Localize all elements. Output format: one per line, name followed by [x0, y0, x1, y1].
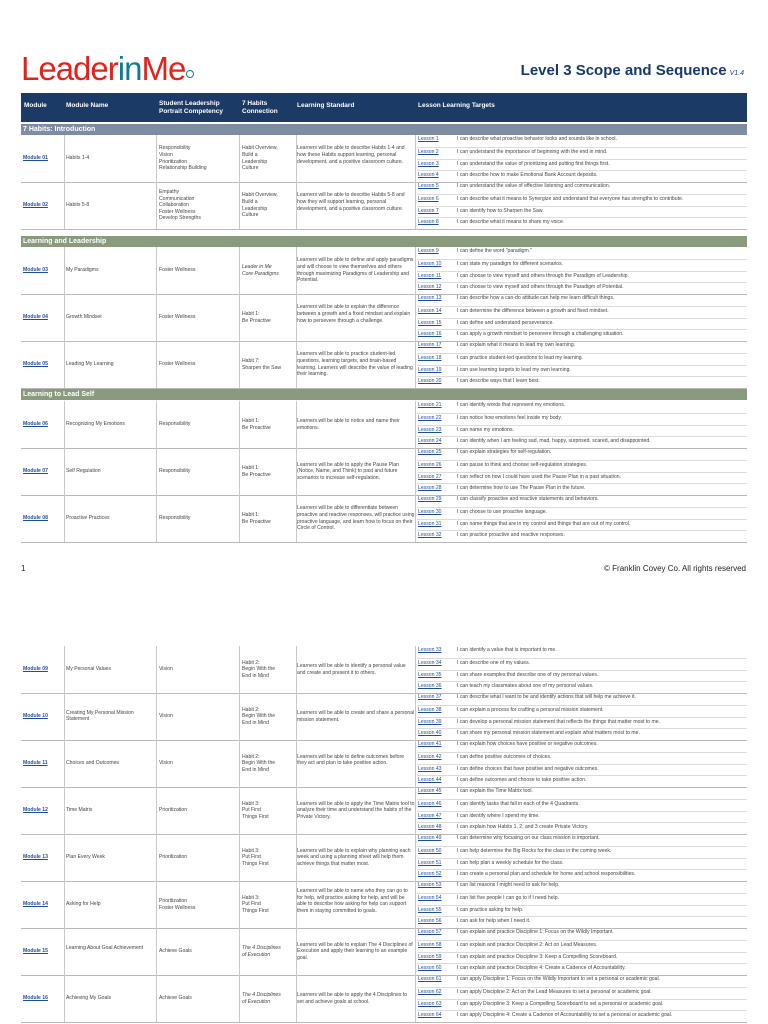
module-link[interactable]: Module 11	[23, 759, 48, 766]
column-standard: Learning Standard	[297, 102, 355, 109]
lesson-link[interactable]: Lesson 28	[418, 485, 442, 492]
lesson-target: I can determine why focusing on our class mission is important.	[457, 835, 600, 841]
module-row	[21, 928, 747, 976]
lesson-target: I can apply Discipline 4: Create a Cadence of Accountability to set a personal or academic goal.	[457, 1012, 673, 1019]
lesson-link[interactable]: Lesson 31	[418, 520, 442, 527]
lesson-target: I can explain and practice Discipline 1: Focus on the Wildly Important.	[457, 929, 614, 935]
module-link[interactable]: Module 01	[23, 154, 48, 161]
lesson-target: I can choose to view myself and others through the Paradigm of Leadership.	[457, 272, 629, 279]
lesson-link[interactable]: Lesson 38	[418, 706, 442, 713]
lesson-link[interactable]: Lesson 50	[418, 847, 442, 854]
lesson-item	[417, 530, 747, 543]
module-row	[21, 247, 747, 295]
lesson-target: I can describe what it means to share my voice.	[457, 219, 565, 226]
lesson-link[interactable]: Lesson 13	[418, 295, 442, 301]
module-link[interactable]: Module 14	[23, 900, 48, 907]
learning-standard: Learners will be able to explain why planning each week and using a planning sheet will help them achieve things that matter most.	[297, 847, 411, 867]
lesson-target: I can share examples that describe one of my personal values.	[457, 671, 599, 678]
lesson-link[interactable]: Lesson 10	[418, 260, 442, 267]
module-link[interactable]: Module 06	[23, 420, 48, 427]
module-link[interactable]: Module 08	[23, 514, 48, 521]
habit-connection: Habit 1: Be Proactive	[242, 310, 271, 324]
learning-standard: Learners will be able to explain the difference between a growth and a fixed mindset and explain how to persevere through a challenge.	[297, 304, 411, 324]
lesson-link[interactable]: Lesson 64	[418, 1012, 442, 1019]
lesson-link[interactable]: Lesson 49	[418, 835, 442, 841]
lesson-target: I can define positive outcomes of choices.	[457, 753, 552, 760]
lesson-link[interactable]: Lesson 1	[418, 136, 439, 142]
lesson-target: I can describe what proactive behavior looks and sounds like in school.	[457, 136, 617, 142]
lesson-item	[417, 646, 747, 658]
page-number: 1	[21, 564, 26, 573]
module-name: Leading My Learning	[66, 360, 114, 367]
lesson-target: I can teach my classmates about one of my personal values.	[457, 683, 594, 690]
lesson-link[interactable]: Lesson 26	[418, 461, 442, 468]
lesson-link[interactable]: Lesson 63	[418, 1000, 442, 1007]
lesson-link[interactable]: Lesson 14	[418, 307, 442, 314]
learning-standard: Learners will be able to differentiate between proactive and reactive responses, will practice using proactive language, and learn how to focus on their Circle of Control.	[297, 505, 415, 532]
lesson-link[interactable]: Lesson 45	[418, 788, 442, 794]
habit-connection: The 4 Disciplines of Execution	[242, 991, 281, 1005]
lesson-target: I can practice asking for help.	[457, 906, 524, 913]
lesson-item	[417, 217, 747, 230]
module-row	[21, 448, 747, 496]
lesson-link[interactable]: Lesson 29	[418, 496, 442, 502]
lesson-link[interactable]: Lesson 43	[418, 765, 442, 772]
lesson-link[interactable]: Lesson 25	[418, 449, 442, 455]
habit-connection: Habit 3: Put First Things First	[242, 800, 269, 820]
lesson-link[interactable]: Lesson 51	[418, 859, 442, 866]
lesson-link[interactable]: Lesson 30	[418, 508, 442, 515]
lesson-target: I can determine the difference between a growth and fixed mindset.	[457, 307, 609, 314]
habit-connection: Habit 3: Put First Things First	[242, 847, 269, 867]
competency: Achieve Goals	[159, 948, 192, 955]
lesson-link[interactable]: Lesson 53	[418, 882, 442, 888]
lesson-link[interactable]: Lesson 48	[418, 824, 442, 831]
lesson-item	[417, 448, 747, 460]
module-link[interactable]: Module 09	[23, 665, 48, 672]
leader-in-me-logo: LeaderinMe	[21, 50, 194, 88]
lesson-item	[417, 341, 747, 353]
lesson-link[interactable]: Lesson 58	[418, 941, 442, 948]
module-name: Habits 5-8	[66, 201, 90, 208]
lesson-target: I can explain and practice Discipline 2: Act on Lead Measures.	[457, 941, 598, 948]
lesson-target: I can create a personal plan and schedule for home and school responsibilities.	[457, 871, 636, 878]
lesson-link[interactable]: Lesson 42	[418, 753, 442, 760]
section-habits-introduction: 7 Habits: Introduction	[21, 124, 747, 135]
module-link[interactable]: Module 15	[23, 947, 48, 954]
lesson-item	[417, 376, 747, 389]
lesson-target: I can explain the Time Matrix tool.	[457, 788, 533, 794]
lesson-target: I can help plan a weekly schedule for the class.	[457, 859, 564, 866]
lesson-target: I can explain and practice Discipline 4: Create a Cadence of Accountability.	[457, 965, 626, 972]
lesson-target: I can describe one of my values.	[457, 659, 531, 666]
learning-standard: Learners will be able to explain The 4 Disciplines of Execution and apply their learning to an example goal.	[297, 941, 413, 961]
lesson-link[interactable]: Lesson 7	[418, 207, 439, 214]
lesson-link[interactable]: Lesson 16	[418, 331, 442, 338]
competency: Responsibility	[159, 515, 191, 522]
lesson-target: I can understand the value of effective listening and communication.	[457, 183, 611, 189]
lesson-link[interactable]: Lesson 21	[418, 402, 442, 408]
lesson-target: I can name things that are in my control and things that are out of my control.	[457, 520, 631, 527]
learning-standard: Learners will be able to notice and name their emotions.	[297, 417, 400, 431]
lesson-target: I can describe how a can-do attitude can help me learn difficult things.	[457, 295, 615, 301]
competency: Responsibility	[159, 421, 191, 428]
module-row	[21, 135, 747, 183]
competency: Prioritization	[159, 854, 188, 861]
section-learning-to-lead-self: Learning to Lead Self	[21, 389, 747, 400]
habit-connection: Habit Overview, Build a Leadership Culture	[242, 145, 278, 172]
lesson-link[interactable]: Lesson 59	[418, 953, 442, 960]
lesson-link[interactable]: Lesson 54	[418, 894, 442, 901]
learning-standard: Learners will be able to define outcomes before they act and plan to take positive action.	[297, 753, 405, 767]
lesson-target: I can explain what it means to lead my own learning.	[457, 342, 576, 348]
learning-standard: Learners will be able to name who they can go to for help, will practice asking for help, and will be able to describe how asking for help can support them in staying committed to goals.	[297, 888, 408, 914]
lesson-link[interactable]: Lesson 18	[418, 354, 442, 361]
module-link[interactable]: Module 12	[23, 806, 48, 813]
lesson-target: I can understand the value of prioritizing and putting first things first.	[457, 160, 610, 167]
lesson-link[interactable]: Lesson 55	[418, 906, 442, 913]
lesson-target: I can describe what it means to Synergize and understand that everyone has strengths to contribute.	[457, 195, 684, 202]
competency: Prioritization Foster Wellness	[159, 897, 196, 911]
module-row	[21, 975, 747, 1023]
lesson-item	[417, 881, 747, 893]
lesson-link[interactable]: Lesson 46	[418, 800, 442, 807]
lesson-link[interactable]: Lesson 9	[418, 248, 439, 254]
habit-connection: Habit Overview, Build a Leadership Culture	[242, 192, 278, 219]
lesson-target: I can reflect on how I could have used the Pause Plan in a past situation.	[457, 473, 621, 480]
lesson-target: I can list reasons I might need to ask for help.	[457, 882, 560, 888]
lesson-item	[417, 834, 747, 846]
lesson-link[interactable]: Lesson 2	[418, 148, 439, 155]
module-row	[21, 495, 747, 543]
lesson-target: I can define the word "paradigm."	[457, 248, 532, 254]
lesson-target: I can apply Discipline 3: Keep a Compelling Scoreboard to set a personal or academic goal.	[457, 1000, 664, 1007]
lesson-link[interactable]: Lesson 41	[418, 741, 442, 747]
module-name: Time Matrix	[66, 806, 93, 813]
module-row	[21, 341, 747, 389]
module-name: Creating My Personal Mission Statement	[66, 709, 134, 723]
module-row	[21, 787, 747, 835]
module-name: Learning About Goal Achievement	[66, 944, 144, 951]
lesson-link[interactable]: Lesson 22	[418, 414, 442, 421]
lesson-target: I can explain how Habits 1, 2, and 3 create Private Victory.	[457, 824, 589, 831]
module-name: Plan Every Week	[66, 853, 105, 860]
lesson-link[interactable]: Lesson 62	[418, 988, 442, 995]
lesson-target: I can explain and practice Discipline 3: Keep a Compelling Scoreboard.	[457, 953, 618, 960]
lesson-target: I can share my personal mission statement and explain what matters most to me.	[457, 730, 640, 737]
competency: Achieve Goals	[159, 995, 192, 1002]
lesson-target: I can determine how to use The Pause Plan in the future.	[457, 485, 586, 492]
module-row	[21, 294, 747, 342]
learning-standard: Learners will be able to practice student-led questions, learning targets, and brain-based learning. Learners will describe the value of leading their learning.	[297, 351, 413, 378]
lesson-target: I can name my emotions.	[457, 426, 514, 433]
module-table	[21, 135, 747, 234]
lesson-link[interactable]: Lesson 23	[418, 426, 442, 433]
module-link[interactable]: Module 16	[23, 994, 48, 1001]
lesson-item	[417, 693, 747, 705]
lesson-target: I can apply Discipline 1: Focus on the Wildly Important to set a personal or academic goal.	[457, 976, 661, 982]
document-title: Level 3 Scope and Sequence V1.4	[520, 62, 744, 79]
module-name: My Paradigms	[66, 266, 99, 273]
lesson-link[interactable]: Lesson 11	[418, 272, 442, 279]
lesson-target: I can identify words that represent my emotions.	[457, 402, 566, 408]
competency: Empathy Communication Collaboration Foster Wellness Develop Strengths	[159, 189, 201, 222]
lesson-item	[417, 787, 747, 799]
lesson-target: I can list five people I can go to if I need help.	[457, 894, 559, 901]
lesson-link[interactable]: Lesson 4	[418, 172, 439, 179]
module-row	[21, 401, 747, 449]
lesson-item	[417, 182, 747, 194]
module-table	[21, 646, 747, 1024]
module-name: Asking for Help	[66, 900, 101, 907]
habit-connection: Habit 3: Put First Things First	[242, 894, 269, 914]
module-name: Achieving My Goals	[66, 994, 112, 1001]
competency: Foster Wellness	[159, 314, 196, 321]
lesson-link[interactable]: Lesson 36	[418, 683, 442, 690]
module-name: My Personal Values	[66, 665, 111, 672]
lesson-item	[417, 401, 747, 413]
habit-connection: The 4 Disciplines of Execution	[242, 944, 281, 958]
section-learning-and-leadership: Learning and Leadership	[21, 236, 747, 247]
lesson-item	[417, 247, 747, 259]
learning-standard: Learners will be able to identify a personal value and create and present it to others.	[297, 662, 406, 676]
lesson-target: I can use learning targets to lead my own learning.	[457, 366, 571, 373]
learning-standard: Learners will be able to apply the Time Matrix tool to analyze their time and understand the habits of the Private Victory.	[297, 800, 415, 820]
column-module: Module	[24, 102, 47, 109]
lesson-link[interactable]: Lesson 19	[418, 366, 442, 373]
lesson-item	[417, 928, 747, 940]
lesson-target: I can describe how to make Emotional Bank Account deposits.	[457, 172, 598, 179]
lesson-target: I can define outcomes and choose to take positive action.	[457, 777, 587, 784]
habit-connection: Habit 1: Be Proactive	[242, 511, 271, 525]
lesson-target: I can understand the importance of beginning with the end in mind.	[457, 148, 608, 155]
column-module-name: Module Name	[66, 102, 109, 109]
module-link[interactable]: Module 13	[23, 853, 48, 860]
module-name: Self Regulation	[66, 467, 101, 474]
lesson-link[interactable]: Lesson 27	[418, 473, 442, 480]
table-header	[21, 93, 747, 122]
lesson-link[interactable]: Lesson 60	[418, 965, 442, 972]
lesson-link[interactable]: Lesson 15	[418, 319, 442, 326]
lesson-item	[417, 294, 747, 306]
lesson-target: I can explain a process for crafting a personal mission statement.	[457, 706, 604, 713]
lesson-target: I can notice how emotions feel inside my body.	[457, 414, 562, 421]
lesson-link[interactable]: Lesson 6	[418, 195, 439, 202]
lesson-target: I can identify a value that is important to me.	[457, 647, 557, 653]
habit-connection: Habit 1: Be Proactive	[242, 464, 271, 478]
lesson-target: I can identify tasks that fall in each of the 4 Quadrants.	[457, 800, 580, 807]
module-name: Proactive Practices	[66, 514, 110, 521]
lesson-target: I can practice proactive and reactive responses.	[457, 532, 565, 539]
learning-standard: Learners will be able to define and apply paradigms and will choose to view themselves and others through maximizing Paradigms of Leadership and Potential.	[297, 257, 414, 284]
lesson-item	[417, 740, 747, 752]
lesson-link[interactable]: Lesson 12	[418, 284, 442, 291]
module-name: Habits 1-4	[66, 154, 90, 161]
module-row	[21, 646, 747, 694]
lesson-item	[417, 135, 747, 147]
module-name: Choices and Outcomes	[66, 759, 119, 766]
module-row	[21, 182, 747, 230]
lesson-link[interactable]: Lesson 5	[418, 183, 439, 189]
lesson-item	[417, 1010, 747, 1023]
habit-connection: Habit 2: Begin With the End in Mind	[242, 753, 276, 773]
learning-standard: Learners will be able to create and share a personal mission statement.	[297, 709, 415, 723]
module-link[interactable]: Module 05	[23, 360, 48, 367]
module-row	[21, 834, 747, 882]
lesson-target: I can define choices that have positive and negative outcomes.	[457, 765, 599, 772]
module-table	[21, 401, 747, 543]
lesson-target: I can ask for help when I need it.	[457, 918, 531, 925]
lesson-target: I can explain strategies for self-regulation.	[457, 449, 552, 455]
competency: Vision	[159, 666, 173, 673]
lesson-target: I can practice student-led questions to lead my learning.	[457, 354, 584, 361]
habit-connection: Habit 1: Be Proactive	[242, 417, 271, 431]
competency: Foster Wellness	[159, 267, 196, 274]
lesson-link[interactable]: Lesson 61	[418, 976, 442, 982]
competency: Vision	[159, 760, 173, 767]
lesson-link[interactable]: Lesson 40	[418, 730, 442, 737]
column-competency: Student Leadership Portrait Competency	[159, 100, 223, 116]
learning-standard: Learners will be able to apply the 4 Disciplines to set and achieve goals at school.	[297, 991, 408, 1005]
habit-connection: Habit 2: Begin With the End in Mind	[242, 706, 276, 726]
module-name: Recognizing My Emotions	[66, 420, 125, 427]
lesson-link[interactable]: Lesson 17	[418, 342, 442, 348]
lesson-target: I can choose to use proactive language.	[457, 508, 548, 515]
lesson-item	[417, 975, 747, 987]
learning-standard: Learners will be able to apply the Pause Plan (Notice, Name, and Think) to past and future scenarios to increase self-regulation.	[297, 461, 399, 481]
competency: Prioritization	[159, 807, 188, 814]
lesson-link[interactable]: Lesson 44	[418, 777, 442, 784]
lesson-target: I can apply Discipline 2: Act on the Lead Measures to set a personal or academic goal.	[457, 988, 652, 995]
lesson-link[interactable]: Lesson 33	[418, 647, 442, 653]
habit-connection: Habit 7: Sharpen the Saw	[242, 357, 282, 371]
lesson-target: I can classify proactive and reactive statements and behaviors.	[457, 496, 599, 502]
module-link[interactable]: Module 02	[23, 201, 48, 208]
lesson-link[interactable]: Lesson 47	[418, 812, 442, 819]
lesson-link[interactable]: Lesson 56	[418, 918, 442, 925]
lesson-link[interactable]: Lesson 57	[418, 929, 442, 935]
learning-standard: Learners will be able to describe Habits 5-8 and how they will support learning, personal development, and a positive classroom culture.	[297, 192, 405, 212]
lesson-target: I can explain how choices have positive or negative outcomes.	[457, 741, 598, 747]
column-targets: Lesson Learning Targets	[418, 102, 495, 109]
lesson-link[interactable]: Lesson 35	[418, 671, 442, 678]
module-link[interactable]: Module 03	[23, 266, 48, 273]
lesson-target: I can describe ways that I learn best.	[457, 378, 540, 385]
copyright: © Franklin Covey Co. All rights reserved	[604, 564, 746, 573]
lesson-target: I can identify where I spend my time.	[457, 812, 540, 819]
learning-standard: Learners will be able to describe Habits 1-4 and how these Habits support learning, personal development, and a positive classroom culture.	[297, 145, 405, 165]
habit-connection: Leader in Me Core Paradigms	[242, 263, 279, 277]
lesson-link[interactable]: Lesson 20	[418, 378, 442, 385]
lesson-link[interactable]: Lesson 52	[418, 871, 442, 878]
lesson-link[interactable]: Lesson 37	[418, 694, 442, 700]
habit-connection: Habit 2: Begin With the End in Mind	[242, 659, 276, 679]
lesson-target: I can choose to view myself and others through the Paradigm of Potential.	[457, 284, 624, 291]
competency: Responsibility	[159, 468, 191, 475]
competency: Foster Wellness	[159, 361, 196, 368]
lesson-link[interactable]: Lesson 39	[418, 718, 442, 725]
lesson-item	[417, 495, 747, 507]
module-table	[21, 247, 747, 388]
column-habits: 7 Habits Connection	[242, 100, 278, 116]
lesson-link[interactable]: Lesson 8	[418, 219, 439, 226]
module-row	[21, 881, 747, 929]
lesson-target: I can help determine the Big Rocks for the class in the coming week.	[457, 847, 612, 854]
lesson-target: I can identify how to Sharpen the Saw.	[457, 207, 544, 214]
competency: Vision	[159, 713, 173, 720]
lesson-link[interactable]: Lesson 32	[418, 532, 442, 539]
lesson-link[interactable]: Lesson 3	[418, 160, 439, 167]
lesson-target: I can define and understand perseverance.	[457, 319, 554, 326]
module-row	[21, 740, 747, 788]
module-link[interactable]: Module 04	[23, 313, 48, 320]
lesson-target: I can identify when I am feeling sad, mad, happy, surprised, scared, and disappointed.	[457, 438, 651, 445]
module-link[interactable]: Module 10	[23, 712, 48, 719]
lesson-target: I can apply a growth mindset to persevere through a challenging situation.	[457, 331, 624, 338]
module-name: Growth Mindset	[66, 313, 102, 320]
lesson-target: I can develop a personal mission statement that reflects the things that matter most to me.	[457, 718, 661, 725]
lesson-target: I can describe what I want to be and identify actions that will help me achieve it.	[457, 694, 636, 700]
competency: Responsibility Vision Prioritization Relationship Building	[159, 145, 207, 172]
lesson-link[interactable]: Lesson 34	[418, 659, 442, 666]
page-two	[0, 630, 768, 1024]
module-row	[21, 693, 747, 741]
lesson-target: I can state my paradigm for different scenarios.	[457, 260, 564, 267]
lesson-target: I can pause to think and choose self-regulation strategies.	[457, 461, 588, 468]
lesson-link[interactable]: Lesson 24	[418, 438, 442, 445]
module-link[interactable]: Module 07	[23, 467, 48, 474]
